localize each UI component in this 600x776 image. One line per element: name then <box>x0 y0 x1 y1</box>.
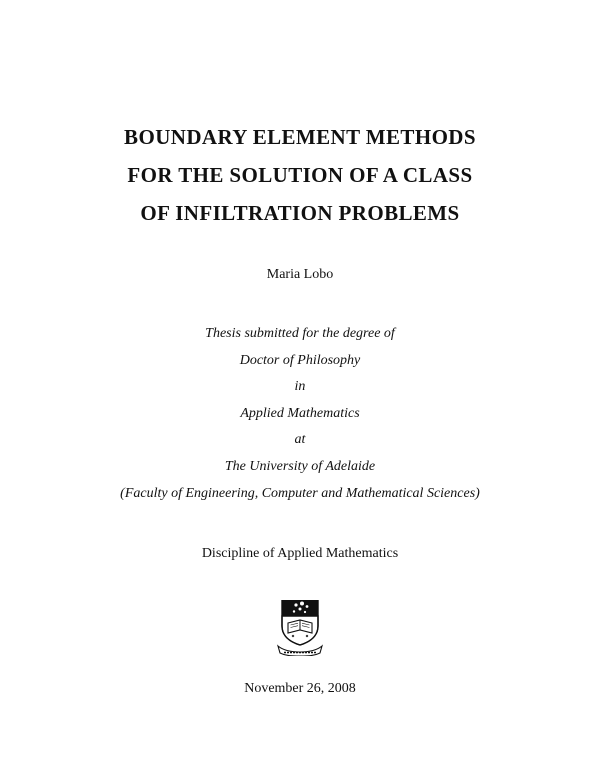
degree-line-doctor: Doctor of Philosophy <box>239 352 361 368</box>
submission-date: November 26, 2008 <box>244 681 356 696</box>
degree-line-in: in <box>294 379 306 395</box>
author-name: Maria Lobo <box>266 267 334 282</box>
degree-statement <box>0 321 600 507</box>
degree-line-subject: Applied Mathematics <box>240 405 360 421</box>
discipline-name: Discipline of Applied Mathematics <box>201 546 399 561</box>
title-line-2: FOR THE SOLUTION OF A CLASS <box>127 163 473 187</box>
degree-line-university: The University of Adelaide <box>224 458 376 474</box>
degree-line-faculty: (Faculty of Engineering, Computer and Mathematical Sciences) <box>120 485 480 501</box>
title-line-3: OF INFILTRATION PROBLEMS <box>140 201 460 225</box>
thesis-title <box>0 118 600 232</box>
university-crest-icon <box>274 596 326 656</box>
degree-line-at: at <box>294 432 306 448</box>
degree-line-submitted: Thesis submitted for the degree of <box>205 326 395 341</box>
title-line-1: BOUNDARY ELEMENT METHODS <box>124 125 476 149</box>
